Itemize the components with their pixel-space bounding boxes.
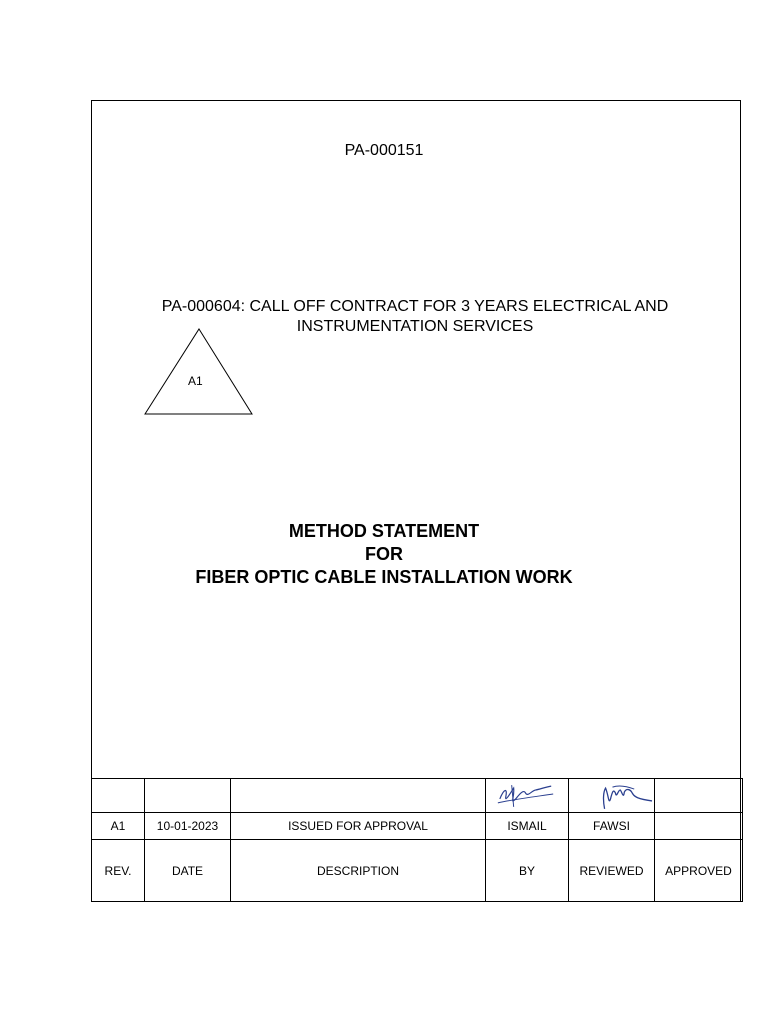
header-rev: REV.: [92, 840, 145, 902]
main-title-line-1: METHOD STATEMENT: [288, 521, 480, 541]
revision-marker: A1: [188, 374, 203, 388]
revision-row-approved: [655, 813, 743, 840]
contract-title-line-1: PA-000604: CALL OFF CONTRACT FOR 3 YEARS ELECTRICAL AND: [161, 298, 669, 315]
header-reviewed: REVIEWED: [569, 840, 655, 902]
contract-title-line-2: INSTRUMENTATION SERVICES: [296, 318, 534, 335]
revision-header-row: [92, 840, 743, 902]
document-number: PA-000151: [344, 142, 424, 159]
revision-table: [91, 778, 743, 902]
revision-row-description: ISSUED FOR APPROVAL: [231, 813, 486, 840]
signature-reviewed-icon: [569, 779, 654, 812]
main-title-line-2: FOR: [365, 544, 403, 564]
revision-row-rev: A1: [92, 813, 145, 840]
revision-row: [92, 813, 743, 840]
sig-cell-rev: [92, 779, 145, 813]
header-approved: APPROVED: [655, 840, 743, 902]
sig-cell-approved: [655, 779, 743, 813]
header-by: BY: [486, 840, 569, 902]
sig-cell-description: [231, 779, 486, 813]
main-title: [0, 520, 768, 589]
signature-reviewed: [569, 779, 655, 813]
revision-triangle: [144, 328, 254, 416]
signature-by: [486, 779, 569, 813]
header-date: DATE: [145, 840, 231, 902]
revision-row-by: ISMAIL: [486, 813, 569, 840]
main-title-line-3: FIBER OPTIC CABLE INSTALLATION WORK: [195, 567, 573, 587]
revision-row-date: 10-01-2023: [145, 813, 231, 840]
sig-cell-date: [145, 779, 231, 813]
signature-by-icon: [486, 779, 568, 812]
header-description: DESCRIPTION: [231, 840, 486, 902]
signature-row: [92, 779, 743, 813]
revision-row-reviewed: FAWSI: [569, 813, 655, 840]
